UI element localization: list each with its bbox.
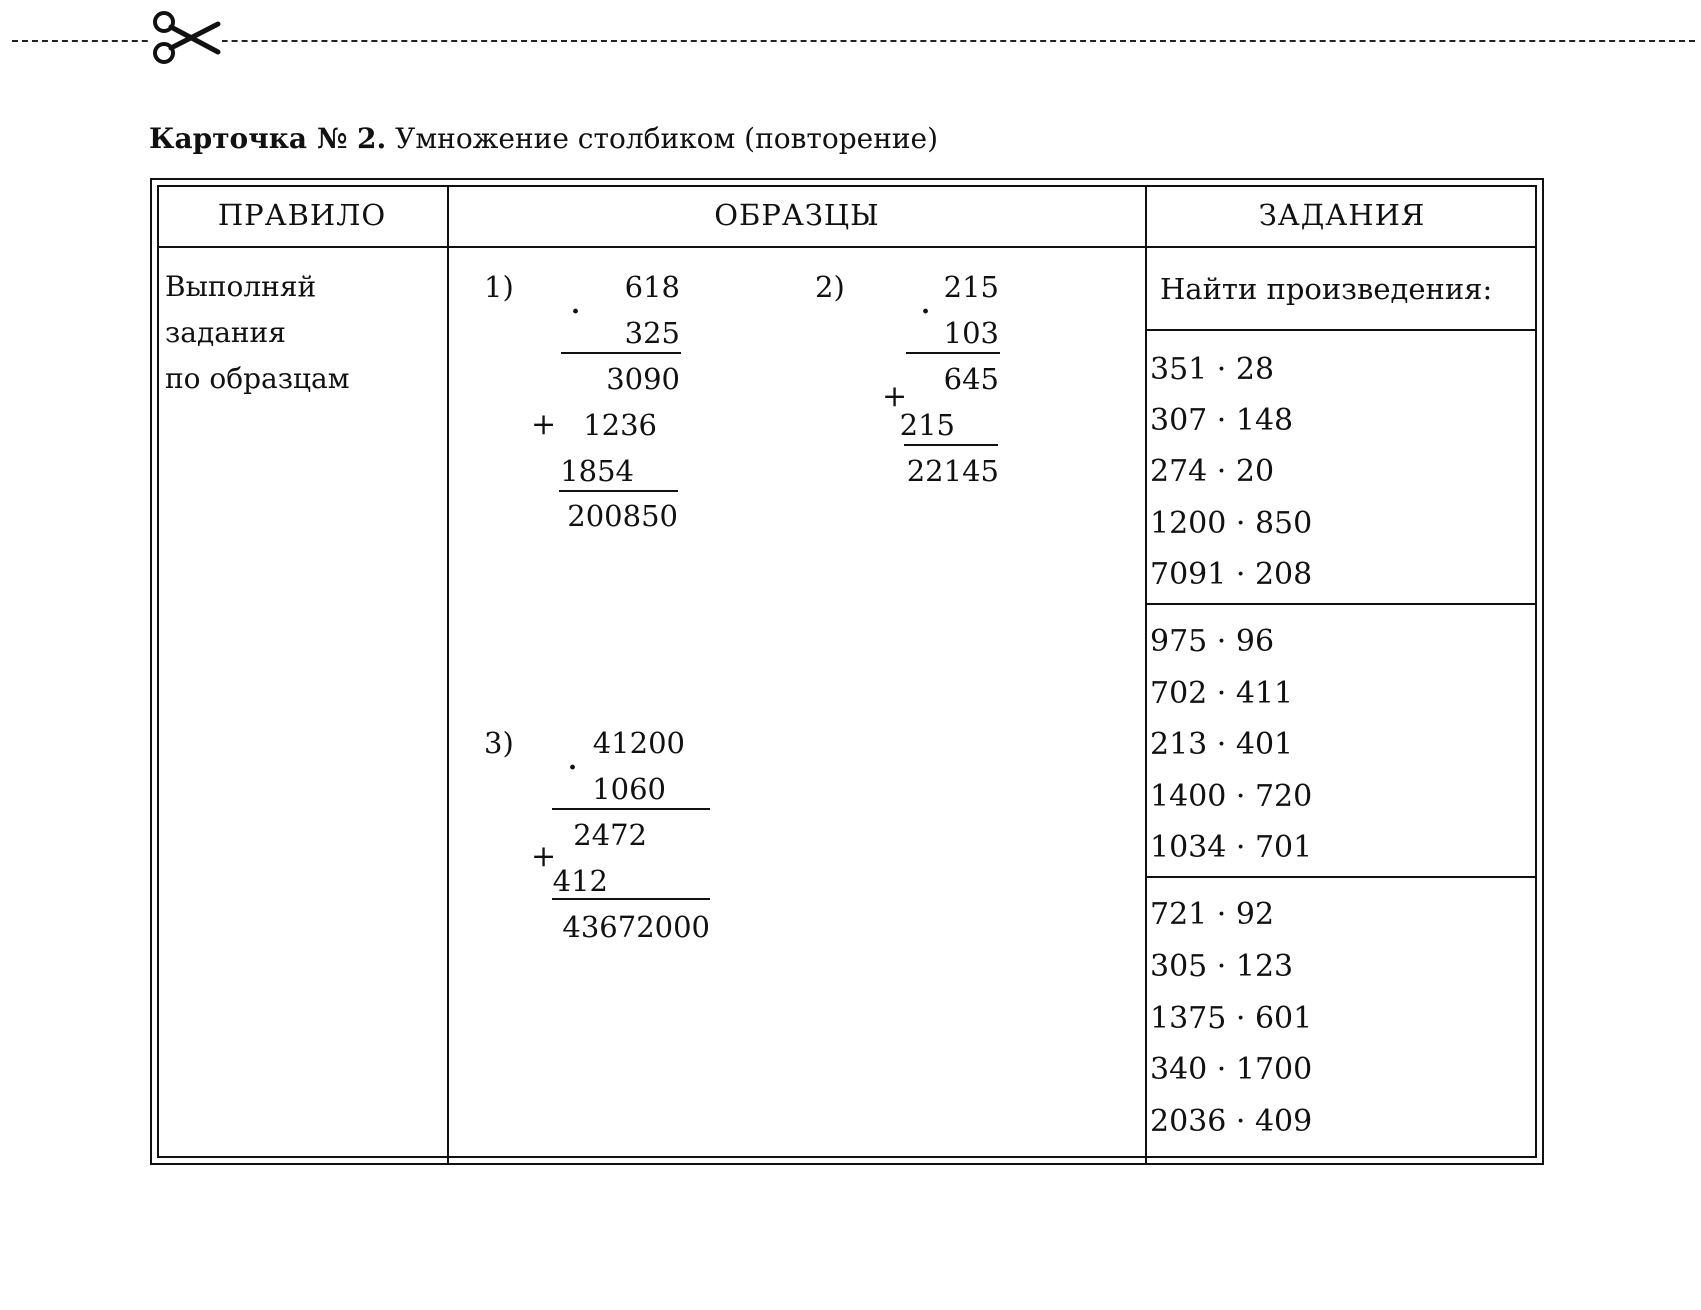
task-item: 274 · 20 — [1150, 454, 1275, 489]
example-2-factor-2: 103 — [943, 316, 999, 350]
scissors-icon — [148, 8, 222, 66]
task-item: 1200 · 850 — [1150, 506, 1313, 541]
example-2-result: 22145 — [906, 454, 999, 488]
column-divider-1 — [447, 185, 449, 1163]
example-2-label: 2) — [815, 270, 845, 304]
example-3-multiply-sign: · — [568, 753, 578, 783]
task-item: 307 · 148 — [1150, 403, 1294, 438]
rule-line-3: по образцам — [165, 362, 350, 395]
example-3-result: 43672000 — [562, 910, 710, 944]
example-2-line-1 — [906, 352, 1000, 354]
example-1-label: 1) — [484, 270, 514, 304]
task-item: 213 · 401 — [1150, 727, 1294, 762]
header-rule: ПРАВИЛО — [217, 198, 387, 232]
example-3-factor-1: 41200 — [592, 726, 685, 760]
header-divider — [157, 246, 1537, 248]
example-3-label: 3) — [484, 726, 514, 760]
card-topic: Умножение столбиком (повторение) — [395, 122, 939, 155]
example-1-partial-1: 3090 — [606, 362, 680, 396]
task-item: 305 · 123 — [1150, 949, 1294, 984]
task-item: 2036 · 409 — [1150, 1104, 1313, 1139]
example-2-plus-sign: + — [882, 379, 908, 414]
task-item: 7091 · 208 — [1150, 557, 1313, 592]
example-3-partial-2: 412 — [552, 864, 608, 898]
example-1-factor-2: 325 — [624, 316, 680, 350]
tasks-heading-divider — [1147, 329, 1537, 331]
example-1-partial-2: 1236 — [583, 408, 657, 442]
example-3-factor-2: 1060 — [592, 772, 666, 806]
example-3-line-2 — [552, 898, 710, 900]
example-2-partial-1: 645 — [943, 362, 999, 396]
header-tasks: ЗАДАНИЯ — [1258, 198, 1426, 232]
tasks-group-divider-1 — [1147, 603, 1537, 605]
task-item: 1034 · 701 — [1150, 830, 1313, 865]
tasks-heading: Найти произведения: — [1160, 272, 1493, 306]
example-1-result: 200850 — [567, 499, 678, 533]
column-divider-2 — [1145, 185, 1147, 1163]
task-item: 1400 · 720 — [1150, 779, 1313, 814]
example-1-partial-3: 1854 — [560, 454, 634, 488]
task-item: 975 · 96 — [1150, 624, 1275, 659]
example-2-line-2 — [904, 444, 998, 446]
example-3-line-1 — [552, 808, 710, 810]
example-1-line-2 — [559, 490, 678, 492]
example-1-factor-1: 618 — [624, 270, 680, 304]
card-table — [150, 178, 1544, 1165]
example-1-plus-sign: + — [531, 407, 557, 442]
example-1-line-1 — [561, 352, 681, 354]
task-item: 721 · 92 — [1150, 897, 1275, 932]
task-item: 1375 · 601 — [1150, 1001, 1313, 1036]
header-samples: ОБРАЗЦЫ — [714, 198, 880, 232]
example-3-plus-sign: + — [531, 839, 557, 874]
rule-line-1: Выполняй — [165, 270, 317, 303]
cut-line — [12, 40, 1695, 42]
example-3-partial-1: 2472 — [573, 818, 647, 852]
task-item: 340 · 1700 — [1150, 1052, 1313, 1087]
task-item: 702 · 411 — [1150, 676, 1294, 711]
example-2-factor-1: 215 — [943, 270, 999, 304]
card-title — [149, 122, 938, 155]
example-1-multiply-sign: · — [571, 297, 581, 327]
rule-line-2: задания — [165, 316, 286, 349]
example-2-multiply-sign: · — [921, 297, 931, 327]
tasks-group-divider-2 — [1147, 876, 1537, 878]
example-2-partial-2: 215 — [899, 408, 955, 442]
task-item: 351 · 28 — [1150, 352, 1275, 387]
card-number: Карточка № 2. — [149, 122, 387, 155]
